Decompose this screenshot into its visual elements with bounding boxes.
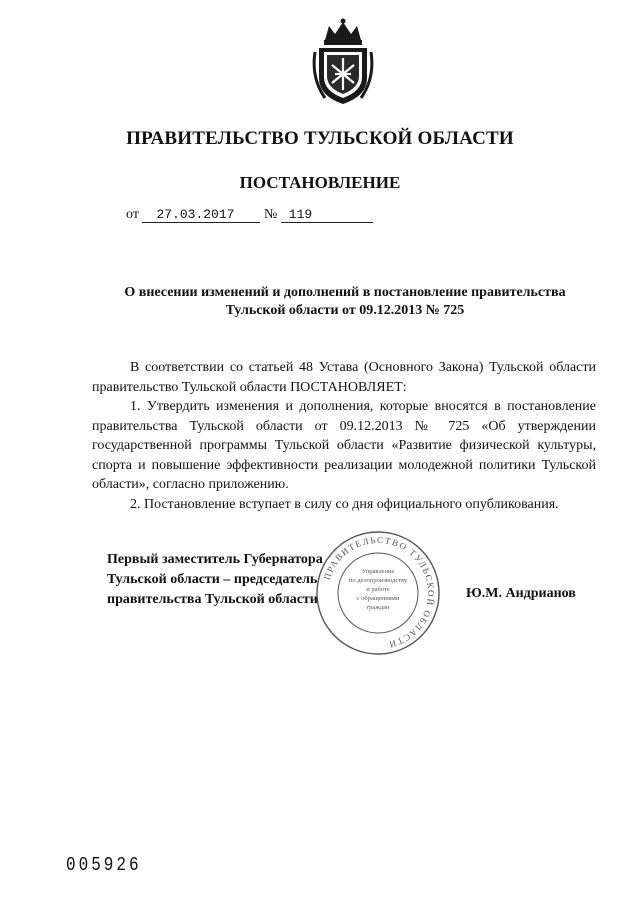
official-stamp xyxy=(314,529,442,657)
item-1-text: Утвердить изменения и дополнения, которые вносятся в постановление правительства Тульской области от 09.12.2013 № 725 «Об утверждении государственной программы Тульской области «Развитие физической культуры, спорта и повышение эффективности реализации молодежной политики Тульской области», согласно приложению. xyxy=(92,399,596,492)
stamp-ring-text: ПРАВИТЕЛЬСТВО ТУЛЬСКОЙ ОБЛАСТИ xyxy=(321,534,437,650)
document-subject xyxy=(100,284,590,320)
intro-paragraph: В соответствии со статьей 48 Устава (Основного Закона) Тульской области правительство Тульской области ПОСТАНОВЛЯЕТ: xyxy=(92,360,596,395)
signer-title-line-2: Тульской области – председатель xyxy=(107,572,318,587)
document-type-heading: ПОСТАНОВЛЕНИЕ xyxy=(239,173,401,192)
subject-line-1: О внесении изменений и дополнений в постановление правительства xyxy=(124,285,566,300)
number-value: 119 xyxy=(281,207,373,223)
coat-of-arms-emblem xyxy=(311,18,375,108)
organization-title: ПРАВИТЕЛЬСТВО ТУЛЬСКОЙ ОБЛАСТИ xyxy=(126,128,514,149)
registration-line xyxy=(126,207,373,223)
subject-line-2: Тульской области от 09.12.2013 № 725 xyxy=(225,303,465,318)
stamp-center-line-2: по делопроизводству xyxy=(348,577,408,584)
signer-title-line-1: Первый заместитель Губернатора xyxy=(107,552,323,567)
stamp-center-line-1: Управление xyxy=(361,568,395,575)
document-body xyxy=(92,358,596,514)
item-1-paragraph xyxy=(92,397,596,495)
stamp-center-line-5: граждан xyxy=(366,604,390,611)
serial-number: 005926 xyxy=(66,854,142,876)
date-prefix: от xyxy=(126,207,139,222)
date-value: 27.03.2017 xyxy=(142,207,260,223)
item-1-label: 1. xyxy=(130,399,141,414)
number-prefix: № xyxy=(263,207,278,222)
signer-name: Ю.М. Андрианов xyxy=(466,586,576,601)
item-2-paragraph: 2. Постановление вступает в силу со дня официального опубликования. xyxy=(130,496,559,512)
stamp-center-line-3: и работе xyxy=(366,586,390,593)
signer-block xyxy=(107,550,323,610)
stamp-center-line-4: с обращениями xyxy=(356,595,400,602)
signer-title-line-3: правительства Тульской области xyxy=(107,592,318,607)
